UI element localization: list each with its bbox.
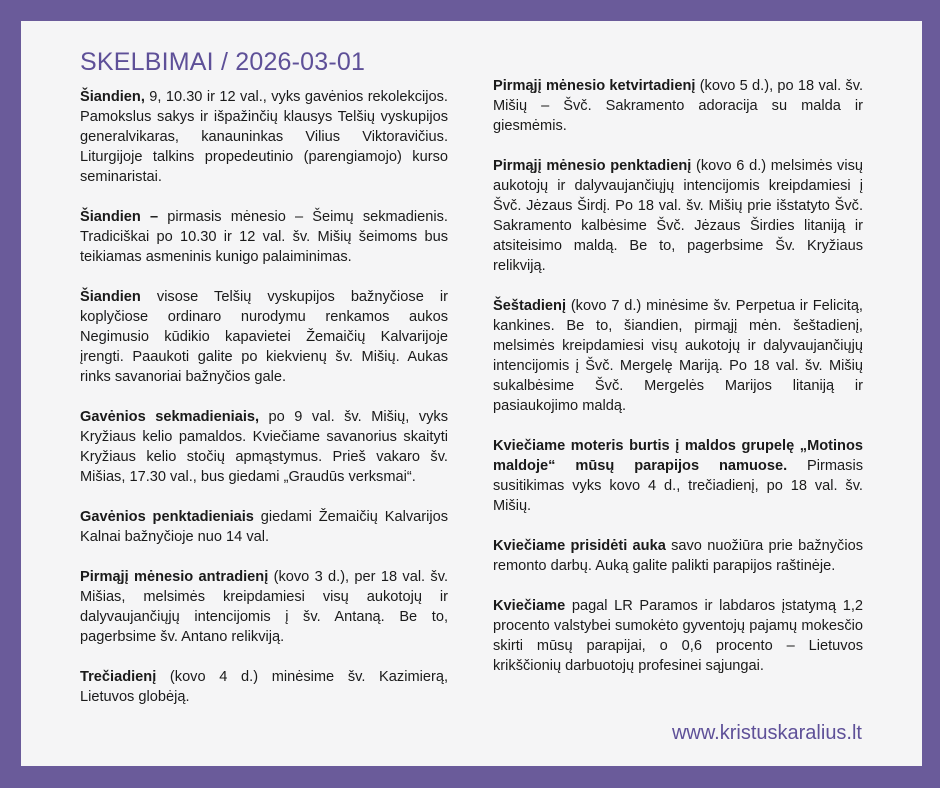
announcement-lead: Gavėnios penktadieniais: [80, 509, 254, 525]
left-column: [80, 87, 448, 727]
announcement-paragraph: [80, 207, 448, 267]
announcement-text: (kovo 7 d.) minėsime šv. Perpetua ir Felicitą, kankines. Be to, šiandien, pirmąjį mėn. šeštadienį, melsimės kreipdamiesi visų aukotojų ir dalyvaujančiųjų intencijomis į Švč. Mergelę Mariją. Po 18 val. šv. Mišių sukalbėsime Švč. Mergelės Marijos litaniją ir pasiaukojimo maldą.: [493, 298, 863, 414]
announcement-lead: Šiandien,: [80, 89, 145, 105]
announcement-text: pirmasis mėnesio – Šeimų sekmadienis. Tradiciškai po 10.30 ir 12 val. šv. Mišių šeimoms bus teikiamas asmeninis kunigo palaiminimas.: [80, 209, 448, 265]
announcement-lead: Kviečiame prisidėti auka: [493, 538, 666, 554]
announcement-text: (kovo 5 d.), po 18 val. šv. Mišių – Švč. Sakramento adoracija su malda ir giesmėmis.: [493, 78, 864, 134]
announcement-paragraph: [80, 667, 448, 707]
announcement-text: savo nuožiūra prie bažnyčios remonto darbų. Auką galite palikti parapijos raštinėje.: [493, 538, 863, 574]
right-column: [493, 76, 863, 696]
announcement-text: (kovo 4 d.) minėsime šv. Kazimierą, Lietuvos globėją.: [80, 669, 448, 705]
announcement-paragraph: [80, 507, 448, 547]
announcement-paragraph: [493, 76, 863, 136]
announcement-paragraph: [493, 436, 863, 516]
announcement-text: (kovo 6 d.) melsimės visų aukotojų ir dalyvaujančiųjų intencijomis kreipdamiesi į Švč. Jėzaus Širdį. Po 18 val. šv. Mišių prie išstatyto Švč. Sakramento kalbėsime Švč. Jėzaus Širdies litaniją ir atsiteisimo maldą. Be to, pagerbsime Šv. Kryžiaus relikviją.: [493, 158, 863, 274]
announcement-paragraph: [493, 296, 863, 416]
announcement-lead: Gavėnios sekmadieniais,: [80, 409, 260, 425]
announcement-text: giedami Žemaičių Kalvarijos Kalnai bažnyčioje nuo 14 val.: [80, 509, 448, 545]
announcement-lead: Šiandien: [80, 289, 141, 305]
announcement-lead: Šiandien –: [80, 209, 159, 225]
announcement-lead: Pirmąjį mėnesio ketvirtadienį: [493, 78, 696, 94]
announcement-lead: Kviečiame moteris burtis į maldos grupelę „Motinos maldoje“ mūsų parapijos namuose.: [493, 438, 863, 474]
announcement-text: po 9 val. šv. Mišių, vyks Kryžiaus kelio pamaldos. Kviečiame savanorius skaityti Kryžiaus kelio stočių apmąstymus. Prieš vakaro šv. Mišias, 17.30 val., bus giedami „Graudūs verksmai“.: [80, 409, 449, 485]
announcement-paragraph: [493, 156, 863, 276]
announcement-lead: Pirmąjį mėnesio antradienį: [80, 569, 269, 585]
announcement-lead: Pirmąjį mėnesio penktadienį: [493, 158, 692, 174]
announcement-lead: Kviečiame: [493, 598, 566, 614]
announcement-paragraph: [80, 87, 448, 187]
announcement-text: Pirmasis susitikimas vyks kovo 4 d., trečiadienį, po 18 val. šv. Mišių.: [493, 458, 863, 514]
announcement-text: visose Telšių vyskupijos bažnyčiose ir koplyčiose ordinaro nurodymu renkamos aukos Negimusio kūdikio kapavietei Žemaičių Kalvarijoje įrengti. Paaukoti galite po kiekvienų šv. Mišių. Aukas rinks savanoriai bažnyčios gale.: [80, 289, 448, 385]
announcement-text: 9, 10.30 ir 12 val., vyks gavėnios rekolekcijos. Pamokslus sakys ir išpažinčių klausys Telšių vyskupijos generalvikaras, kanauninkas Vilius Viktoravičius. Liturgijoje talkins propedeutinio (parengiamojo) kurso seminaristai.: [80, 89, 448, 185]
announcement-text: (kovo 3 d.), per 18 val. šv. Mišias, melsimės kreipdamiesi visų aukotojų ir dalyvaujančiųjų intencijomis į šv. Antaną. Be to, pagerbsime šv. Antano relikviją.: [80, 569, 448, 645]
announcement-lead: Šeštadienį: [493, 298, 566, 314]
announcement-paragraph: [493, 596, 863, 676]
announcement-paragraph: [493, 536, 863, 576]
website-link[interactable]: www.kristuskaralius.lt: [671, 722, 862, 744]
announcement-paragraph: [80, 567, 448, 647]
announcement-paragraph: [80, 407, 448, 487]
announcement-text: pagal LR Paramos ir labdaros įstatymą 1,2 procento valstybei sumokėto gyventojų pajamų mokesčio skirti mūsų parapijai, o 0,6 procento – Lietuvos krikščionių darbuotojų profesinei sąjungai.: [493, 598, 863, 674]
announcement-paragraph: [80, 287, 448, 387]
page-title: SKELBIMAI / 2026-03-01: [80, 48, 366, 76]
announcement-sheet: [21, 21, 922, 766]
announcement-lead: Trečiadienį: [80, 669, 157, 685]
